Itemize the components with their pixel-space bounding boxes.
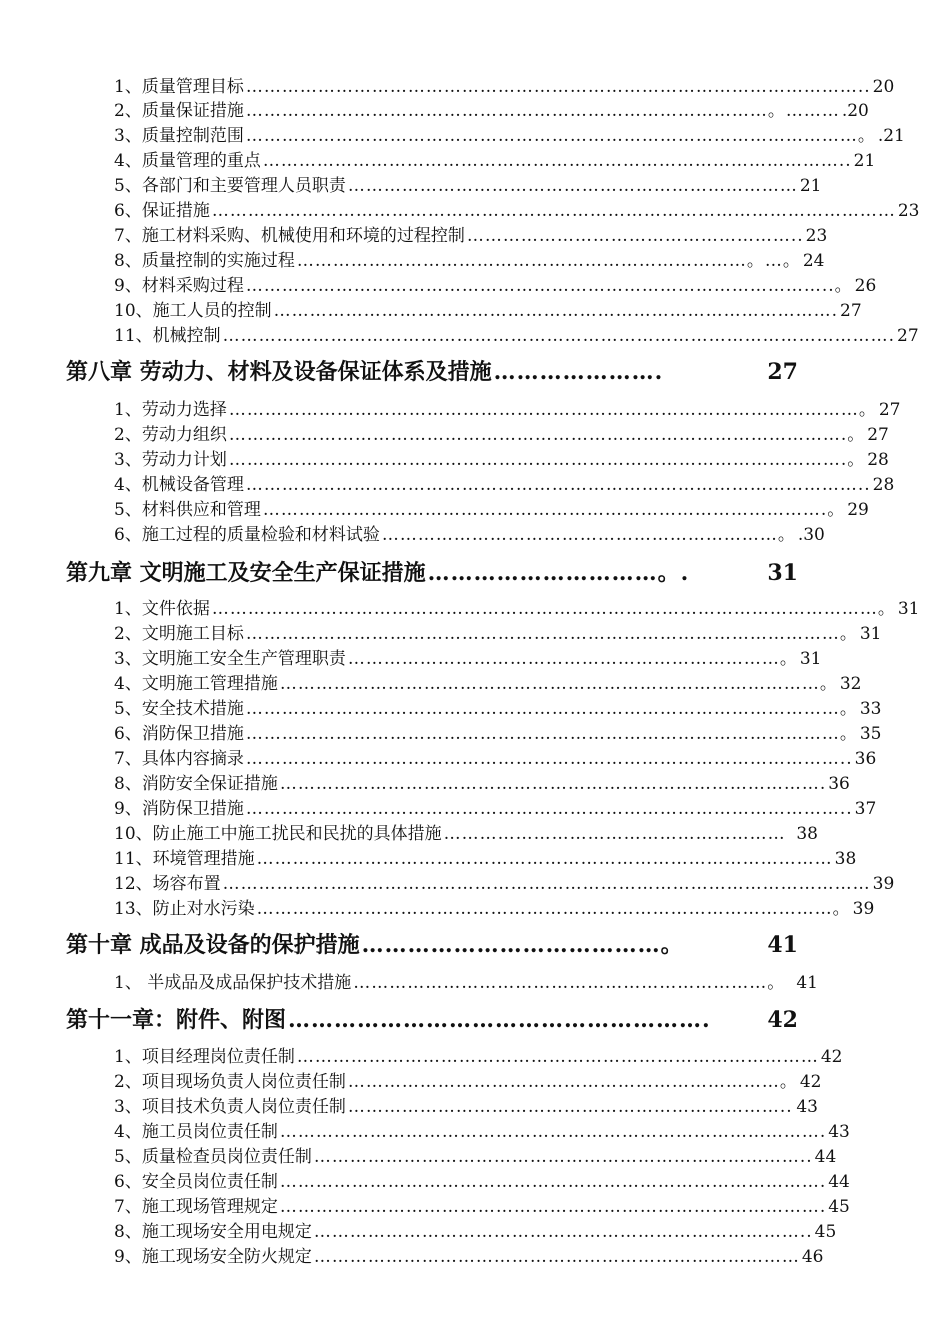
toc-item-label: 1、劳动力选择	[114, 400, 227, 420]
toc-chapter-10	[66, 929, 798, 961]
dot-leader: …………………………………………………………。	[381, 525, 796, 545]
toc-page-number: 31	[799, 649, 822, 669]
toc-page-number: 27	[767, 359, 798, 385]
dot-leader: …………………………………………………………………………………………………。	[211, 599, 896, 619]
toc-item-label: 11、环境管理措施	[114, 849, 255, 869]
toc-item-site-layout	[114, 872, 895, 896]
dot-leader: ………………………………………………………………。	[347, 1072, 798, 1092]
dot-leader: ………………………………………………………………………………….。	[262, 500, 846, 520]
toc-item-process-control	[114, 224, 828, 248]
toc-item-finished-product-protection	[114, 971, 818, 995]
dot-leader: ………………………………………………………………………………。	[279, 674, 838, 694]
dot-leader: ………………………………………………………………………..	[313, 1222, 813, 1242]
toc-item-label: 6、消防保卫措施	[114, 724, 244, 744]
dot-leader: …………………………………………………………………………………………。	[245, 126, 876, 146]
toc-item-environment-management	[114, 847, 857, 871]
toc-chapter-9	[66, 557, 798, 589]
toc-page-number: 32	[839, 674, 862, 694]
toc-chapter-label: 第八章 劳动力、材料及设备保证体系及措施	[66, 359, 492, 385]
toc-item-label: 13、防止对水污染	[114, 899, 255, 919]
toc-item-fire-prevention	[114, 1245, 824, 1269]
toc-item-machine-control	[114, 324, 919, 348]
dot-leader: …………………………………。	[361, 932, 684, 958]
toc-item-quality-focus	[114, 149, 876, 173]
toc-item-label: 9、消防保卫措施	[114, 799, 244, 819]
dot-leader: ……………………………………………………………………………….	[279, 1172, 827, 1192]
toc-page-number: 31	[897, 599, 920, 619]
toc-page-number: 23	[897, 201, 920, 221]
dot-leader: ……………………………………………….	[288, 1007, 711, 1033]
toc-item-label: 3、文明施工安全生产管理职责	[114, 649, 346, 669]
toc-page-number: 42	[799, 1072, 822, 1092]
toc-item-label: 1、 半成品及成品保护技术措施	[114, 973, 352, 993]
dot-leader: ………………………………………………..	[466, 226, 804, 246]
toc-page-number: 31	[859, 624, 882, 644]
toc-item-label: 6、施工过程的质量检验和材料试验	[114, 525, 380, 545]
toc-item-label: 8、施工现场安全用电规定	[114, 1222, 312, 1242]
toc-item-electrical-safety	[114, 1220, 837, 1244]
toc-page-number: 39	[852, 899, 875, 919]
toc-item-label: 3、劳动力计划	[114, 450, 227, 470]
dot-leader: ……………………………………………………………………………	[296, 1047, 819, 1067]
dot-leader: ……………………………………………………………………………………。	[256, 899, 851, 919]
toc-item-fire-security-2	[114, 797, 877, 821]
toc-item-label: 1、项目经理岗位责任制	[114, 1047, 295, 1067]
toc-page-number: 21	[853, 151, 876, 171]
toc-item-civilized-measures	[114, 672, 862, 696]
toc-item-label: 2、质量保证措施	[114, 101, 244, 121]
toc-item-safety-officer-duties	[114, 1170, 850, 1194]
toc-page-number: 27	[878, 400, 901, 420]
dot-leader: ………………………………………………………………………	[313, 1247, 800, 1267]
toc-item-label: 4、文明施工管理措施	[114, 674, 278, 694]
toc-page-number: 24	[802, 251, 825, 271]
toc-page-number: 27	[867, 425, 889, 445]
toc-item-labor-organization	[114, 423, 889, 447]
toc-page-number: 43	[796, 1097, 818, 1117]
toc-page-number: 33	[859, 699, 882, 719]
dot-leader: ……………………………………………………………………………….	[279, 1122, 827, 1142]
toc-item-label: 7、施工材料采购、机械使用和环境的过程控制	[114, 226, 465, 246]
toc-item-control-implementation	[114, 249, 825, 273]
toc-chapter-label: 第十章 成品及设备的保护措施	[66, 932, 360, 958]
toc-page-number: 41	[767, 932, 798, 958]
toc-item-label: 10、施工人员的控制	[114, 301, 272, 321]
toc-page-number: 28	[867, 450, 889, 470]
dot-leader: …………………………………………………………………。…。	[296, 251, 801, 271]
toc-chapter-11	[66, 1004, 798, 1036]
toc-item-quality-scope	[114, 124, 905, 148]
toc-item-fire-security	[114, 722, 882, 746]
toc-item-builder-duties	[114, 1120, 850, 1144]
dot-leader: ………………………………………………………………………………………。	[245, 724, 858, 744]
toc-page-number: 44	[828, 1172, 850, 1192]
dot-leader: ………………………………………………………………………………………..	[245, 799, 853, 819]
dot-leader: ……………………………………………………………………………………..	[262, 151, 852, 171]
toc-item-label: 12、场容布置	[114, 874, 221, 894]
toc-item-label: 5、安全技术措施	[114, 699, 244, 719]
toc-page-number: .21	[877, 126, 905, 146]
dot-leader: ……………………………………………………………。	[353, 973, 786, 993]
toc-page-number: 41	[796, 973, 818, 993]
toc-page-number: 35	[859, 724, 882, 744]
toc-page-number: .20	[841, 101, 869, 121]
dot-leader: ………………………………………………………………………………………….。	[228, 425, 866, 445]
toc-page-number: 28	[872, 475, 895, 495]
toc-page-number: 46	[801, 1247, 824, 1267]
toc-item-civilized-goal	[114, 622, 882, 646]
dot-leader: ………………………………………………………………..	[347, 1097, 793, 1117]
dot-leader: ……………………………………………………………………………………………………	[211, 201, 896, 221]
toc-page-number: 38	[834, 849, 857, 869]
toc-page-number: 21	[799, 176, 822, 196]
toc-item-inspection-testing	[114, 523, 825, 547]
toc-page-number: 36	[854, 749, 877, 769]
toc-item-responsibilities	[114, 174, 822, 198]
toc-item-label: 9、施工现场安全防火规定	[114, 1247, 312, 1267]
toc-item-label: 4、施工员岗位责任制	[114, 1122, 278, 1142]
toc-page-number: 23	[805, 226, 828, 246]
toc-page-number: 26	[854, 276, 877, 296]
toc-item-equipment-management	[114, 473, 895, 497]
toc-item-material-supply	[114, 498, 869, 522]
toc-item-material-procurement	[114, 274, 877, 298]
toc-item-label: 5、材料供应和管理	[114, 500, 261, 520]
toc-page-number: 36	[828, 774, 850, 794]
toc-item-label: 7、具体内容摘录	[114, 749, 244, 769]
toc-page-number: 27	[897, 326, 919, 346]
dot-leader: ……………………………………………………………………………………	[256, 849, 833, 869]
toc-item-label: 5、质量检查员岗位责任制	[114, 1147, 312, 1167]
toc-item-label: 9、材料采购过程	[114, 276, 244, 296]
toc-chapter-8	[66, 356, 798, 388]
toc-item-label: 6、安全员岗位责任制	[114, 1172, 278, 1192]
dot-leader: ……………………………………………………………………………….	[279, 1197, 827, 1217]
dot-leader: ………………….	[493, 359, 664, 385]
toc-item-labor-plan	[114, 448, 889, 472]
toc-page-number: 37	[854, 799, 877, 819]
toc-item-label: 7、施工现场管理规定	[114, 1197, 278, 1217]
dot-leader: ……………………………………………………………………………………..。	[245, 276, 853, 296]
toc-item-safety-duties	[114, 647, 822, 671]
toc-page-number: 44	[814, 1147, 837, 1167]
toc-item-label: 3、项目技术负责人岗位责任制	[114, 1097, 346, 1117]
toc-item-document-basis	[114, 597, 920, 621]
dot-leader: …………………………………………………………………	[347, 176, 798, 196]
dot-leader: …………………………………………………………………………………………..	[245, 77, 871, 97]
toc-item-label: 4、质量管理的重点	[114, 151, 261, 171]
dot-leader: ………………………………………………………………………………….	[273, 301, 839, 321]
dot-leader: ………………………………………………………………………………………………….	[222, 326, 896, 346]
toc-item-label: 1、质量管理目标	[114, 77, 244, 97]
toc-item-pm-duties	[114, 1045, 843, 1069]
toc-item-inspector-duties	[114, 1145, 837, 1169]
toc-item-label: 6、保证措施	[114, 201, 210, 221]
dot-leader: ……………………………………………………………………………。………	[245, 101, 840, 121]
toc-item-label: 1、文件依据	[114, 599, 210, 619]
toc-item-content-excerpt	[114, 747, 877, 771]
toc-page-number: 45	[814, 1222, 837, 1242]
dot-leader: ………………………………………………………………。	[347, 649, 798, 669]
toc-page-number: 42	[767, 1007, 798, 1033]
toc-item-label: 2、劳动力组织	[114, 425, 227, 445]
toc-page-number: 42	[820, 1047, 843, 1067]
dot-leader: …………………………………………………	[443, 824, 786, 844]
toc-item-quality-assurance	[114, 99, 869, 123]
toc-item-assurance-measures	[114, 199, 920, 223]
toc-item-disturbance-prevention	[114, 822, 818, 846]
dot-leader: …………………………。.	[427, 560, 690, 586]
toc-item-label: 8、消防安全保证措施	[114, 774, 278, 794]
toc-page-number: 20	[872, 77, 895, 97]
toc-page-number: 38	[796, 824, 818, 844]
dot-leader: ………………………………………………………………………………………。	[245, 699, 858, 719]
dot-leader: …………………………………………………………………………………………..	[245, 475, 871, 495]
dot-leader: ……………………………………………………………………………………………。	[228, 400, 877, 420]
toc-page-number: .30	[797, 525, 825, 545]
toc-item-label: 11、机械控制	[114, 326, 221, 346]
dot-leader: ………………………………………………………………………..	[313, 1147, 813, 1167]
toc-item-personnel-control	[114, 299, 862, 323]
dot-leader: ………………………………………………………………………………………。	[245, 624, 858, 644]
toc-item-label: 5、各部门和主要管理人员职责	[114, 176, 346, 196]
dot-leader: ………………………………………………………………………………………….。	[228, 450, 866, 470]
toc-item-label: 2、文明施工目标	[114, 624, 244, 644]
dot-leader: ………………………………………………………………………………………………	[222, 874, 871, 894]
toc-page-number: 43	[828, 1122, 850, 1142]
dot-leader: ………………………………………………………………………………………..	[245, 749, 853, 769]
toc-item-safety-technology	[114, 697, 882, 721]
toc-item-label: 8、质量控制的实施过程	[114, 251, 295, 271]
toc-item-site-lead-duties	[114, 1070, 822, 1094]
toc-page-number: 39	[872, 874, 895, 894]
toc-item-water-pollution	[114, 897, 875, 921]
toc-item-labor-selection	[114, 398, 901, 422]
toc-item-label: 4、机械设备管理	[114, 475, 244, 495]
toc-item-quality-goal	[114, 75, 895, 99]
toc-page-number: 27	[840, 301, 862, 321]
toc-item-label: 10、防止施工中施工扰民和民扰的具体措施	[114, 824, 442, 844]
toc-item-site-rules	[114, 1195, 850, 1219]
toc-chapter-label: 第十一章：附件、附图	[66, 1007, 287, 1033]
toc-item-label: 2、项目现场负责人岗位责任制	[114, 1072, 346, 1092]
toc-page-number: 31	[767, 560, 798, 586]
toc-item-label: 3、质量控制范围	[114, 126, 244, 146]
toc-page-number: 29	[847, 500, 869, 520]
dot-leader: ……………………………………………………………………………….	[279, 774, 827, 794]
toc-page-number: 45	[828, 1197, 850, 1217]
toc-item-fire-safety-assurance	[114, 772, 850, 796]
toc-item-tech-lead-duties	[114, 1095, 818, 1119]
toc-chapter-label: 第九章 文明施工及安全生产保证措施	[66, 560, 426, 586]
